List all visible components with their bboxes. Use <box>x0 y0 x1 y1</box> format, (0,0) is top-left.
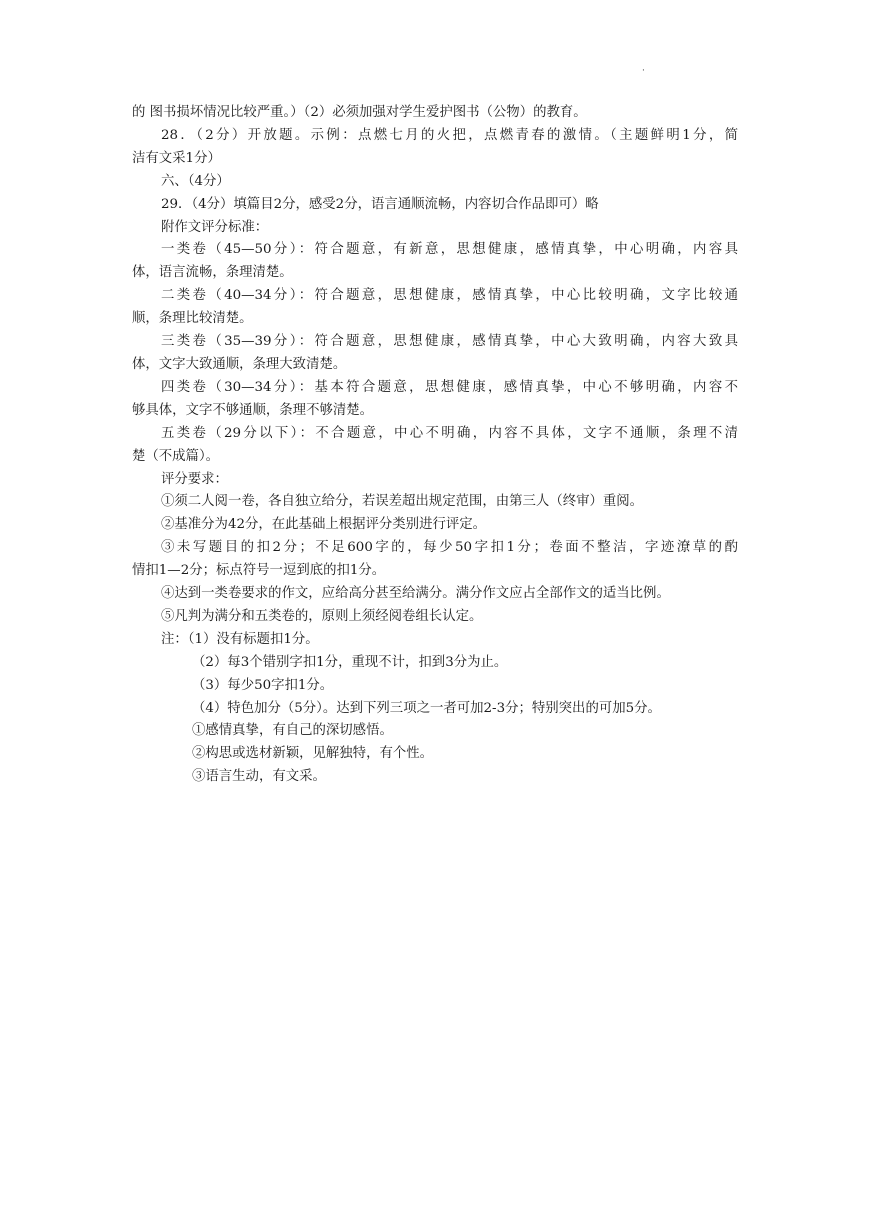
text-line: 顺，条理比较清楚。 <box>132 311 253 327</box>
text-line: （4）特色加分（5分）。达到下列三项之一者可加2-3分；特别突出的可加5分。 <box>192 700 661 716</box>
text-line: 注：（1）没有标题扣1分。 <box>161 631 319 647</box>
text-line: 二类卷（40—34分）：符合题意，思想健康，感情真挚，中心比较明确，文字比较通 <box>161 288 738 304</box>
text-line: ①须二人阅一卷，各自独立给分，若误差超出规定范围，由第三人（终审）重阅。 <box>161 494 644 510</box>
text-line: 四类卷（30—34分）：基本符合题意，思想健康，感情真挚，中心不够明确，内容不 <box>161 379 738 395</box>
text-line: 三类卷（35—39分）：符合题意，思想健康，感情真挚，中心大致明确，内容大致具 <box>161 334 738 350</box>
text-line: 够具体，文字不够通顺，条理不够清楚。 <box>132 402 374 418</box>
text-line: （3）每少50字扣1分。 <box>192 677 334 693</box>
text-line: ②基准分为42分，在此基础上根据评分类别进行评定。 <box>161 517 487 533</box>
text-line: 一类卷（45—50分）：符合题意，有新意，思想健康，感情真挚，中心明确，内容具 <box>161 242 738 258</box>
text-line: 的 图书损坏情况比较严重。）（2）必须加强对学生爱护图书（公物）的教育。 <box>132 105 587 120</box>
text-line: ③未写题目的扣2分；不足600字的，每少50字扣1分；卷面不整洁，字迹潦草的酌 <box>161 540 738 556</box>
document-body <box>132 102 738 789</box>
text-line: 附作文评分标准： <box>161 219 269 235</box>
text-line: （2）每3个错别字扣1分，重现不计，扣到3分为止。 <box>192 654 508 670</box>
text-line: ③语言生动，有文采。 <box>192 769 326 785</box>
text-line: 楚（不成篇）。 <box>132 448 220 464</box>
text-line: ⑤凡判为满分和五类卷的，原则上须经阅卷组长认定。 <box>161 608 483 624</box>
text-line: 29．（4分）填篇目2分，感受2分，语言通顺流畅，内容切合作品即可）略 <box>161 196 599 212</box>
text-line: ②构思或选材新颖，见解独特，有个性。 <box>192 746 434 762</box>
text-line: 评分要求： <box>161 471 228 487</box>
text-line: 五类卷（29分以下）：不合题意，中心不明确，内容不具体，文字不通顺，条理不清 <box>161 425 738 441</box>
text-line: 情扣1—2分；标点符号一逗到底的扣1分。 <box>132 563 386 579</box>
text-line: ④达到一类卷要求的作文，应给高分甚至给满分。满分作文应占全部作文的适当比例。 <box>161 586 670 602</box>
text-line: 洁有文采1分） <box>132 150 221 166</box>
text-line: 体，文字大致通顺，条理大致清楚。 <box>132 356 347 372</box>
text-line: 六、（4分） <box>161 173 230 189</box>
header-dot: · <box>642 66 645 76</box>
text-line: ①感情真挚，有自己的深切感悟。 <box>192 723 393 739</box>
text-line: 28．（2分）开放题。示例：点燃七月的火把，点燃青春的激情。（主题鲜明1分，简 <box>161 127 738 143</box>
text-line: 体，语言流畅，条理清楚。 <box>132 265 293 281</box>
